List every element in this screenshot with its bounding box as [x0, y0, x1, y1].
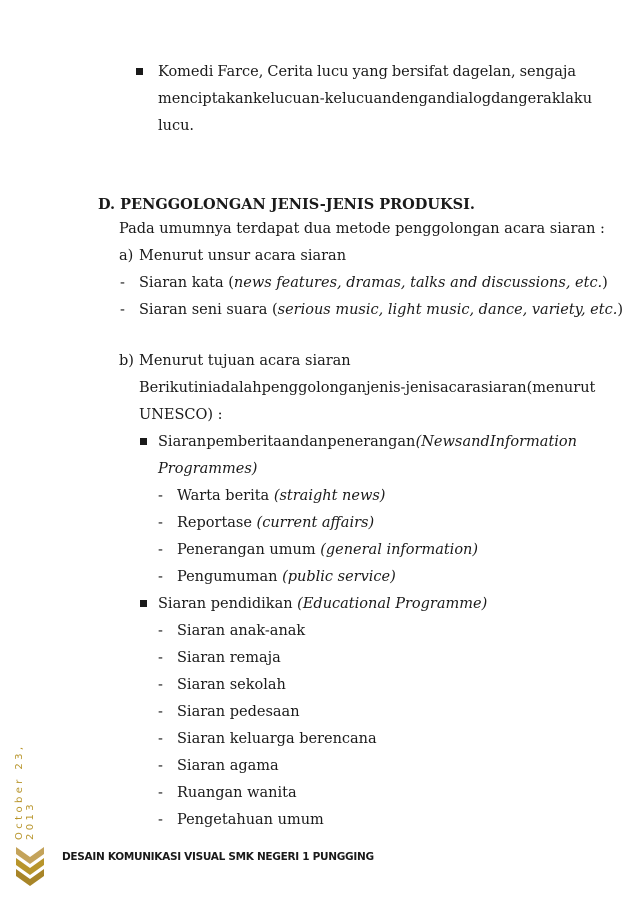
intro-line-3: lucu. [158, 118, 195, 134]
group1-line-2: Programmes) [158, 461, 258, 477]
bullet-square [140, 438, 147, 445]
list-item: Siaran keluarga berencana [177, 731, 377, 747]
dash-marker: - [158, 650, 163, 666]
list-item: Siaran agama [177, 758, 279, 774]
bullet-square [136, 68, 143, 75]
sidebar-date: October 23, 2013 [14, 743, 36, 840]
dash-marker: - [158, 677, 163, 693]
bullet-square [140, 600, 147, 607]
section-heading: D. PENGGOLONGAN JENIS-JENIS PRODUKSI. [98, 196, 475, 213]
dash-marker: - [158, 542, 163, 558]
b-desc-line-1: Berikut ini adalah penggolongan jenis-jenis acara siaran (menurut [139, 380, 596, 396]
dash-marker: - [158, 488, 163, 504]
list-item: Siaran seni suara (serious music, light music, dance, variety, etc.) [139, 302, 623, 318]
list-item: Ruangan wanita [177, 785, 297, 801]
list-item: Siaran sekolah [177, 677, 286, 693]
list-item: Siaran remaja [177, 650, 281, 666]
dash-marker: - [158, 515, 163, 531]
list-label-a: Menurut unsur acara siaran [139, 248, 347, 264]
dash-marker: - [158, 704, 163, 720]
dash-marker: - [158, 758, 163, 774]
dash-marker: - [158, 569, 163, 585]
b-desc-line-2: UNESCO) : [139, 407, 223, 423]
list-marker-b: b) [119, 353, 134, 369]
list-item: Reportase (current affairs) [177, 515, 375, 531]
dash-marker: - [158, 731, 163, 747]
dash-marker: - [120, 275, 125, 291]
dash-marker: - [158, 812, 163, 828]
footer-text: DESAIN KOMUNIKASI VISUAL SMK NEGERI 1 PUNGGING [62, 851, 374, 863]
group2-heading: Siaran pendidikan (Educational Programme) [158, 596, 488, 612]
list-item: Warta berita (straight news) [177, 488, 386, 504]
intro-line-1: Komedi Farce, Cerita lucu yang bersifat dagelan, sengaja [158, 64, 576, 80]
list-item: Siaran anak-anak [177, 623, 306, 639]
dash-marker: - [158, 623, 163, 639]
list-item: Penerangan umum (general information) [177, 542, 479, 558]
group1-line-1: Siaran pemberitaan dan penerangan (News and Information [158, 434, 577, 450]
list-item: Siaran kata (news features, dramas, talks and discussions, etc.) [139, 275, 608, 291]
list-item: Pengetahuan umum [177, 812, 324, 828]
dash-marker: - [120, 302, 125, 318]
intro-line-2: menciptakan kelucuan-kelucuan dengan dialog dan gerak laku [158, 91, 593, 107]
list-label-b: Menurut tujuan acara siaran [139, 353, 351, 369]
list-item: Pengumuman (public service) [177, 569, 396, 585]
dash-marker: - [158, 785, 163, 801]
list-item: Siaran pedesaan [177, 704, 300, 720]
list-marker-a: a) [119, 248, 134, 264]
section-lead: Pada umumnya terdapat dua metode penggolongan acara siaran : [119, 221, 605, 237]
chevron-down-icon [14, 845, 46, 891]
